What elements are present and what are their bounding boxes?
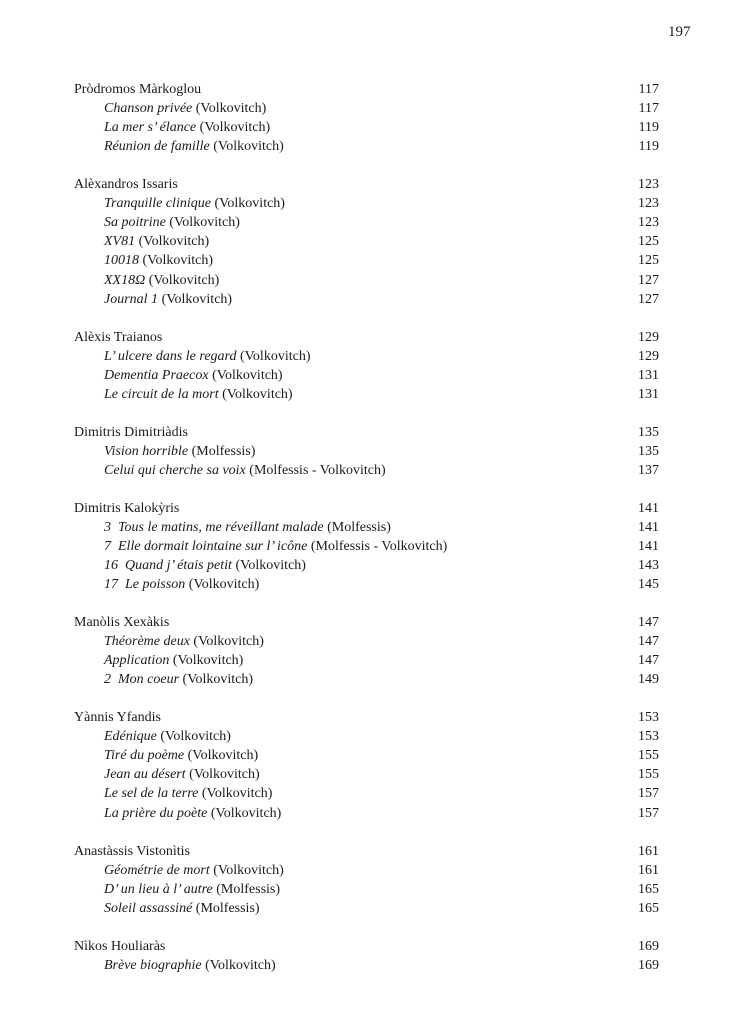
poem-title: Théorème deux [104, 634, 190, 650]
poem-title: Chanson privée [104, 101, 193, 117]
entry-text [104, 956, 276, 975]
poem-title: Quand j’ étais petit [125, 558, 232, 574]
poem-title: L’ ulcere dans le regard [104, 349, 237, 365]
toc-entry-row [0, 347, 742, 366]
entry-page-number: 131 [638, 387, 659, 403]
toc-author-row [0, 423, 742, 442]
poem-title: Le circuit de la mort [104, 387, 219, 403]
translator-credit: (Volkovitch) [212, 368, 283, 384]
translator-credit: (Volkovitch) [213, 863, 284, 879]
poem-title: Soleil assassiné [104, 901, 193, 917]
toc-entry-row [0, 899, 742, 918]
translator-credit: (Volkovitch) [235, 558, 306, 574]
toc-entry-row [0, 956, 742, 975]
toc-entry-row [0, 518, 742, 537]
poem-title: Vision horrible [104, 444, 189, 460]
poem-title: Tranquille clinique [104, 196, 211, 212]
entry-page-number: 161 [638, 863, 659, 879]
author-name: Anastàssis Vistonìtis [74, 844, 190, 859]
translator-credit: (Molfessis) [327, 520, 391, 536]
entry-text [104, 442, 255, 461]
entry-text [104, 861, 284, 880]
translator-credit: (Volkovitch) [138, 234, 210, 250]
entry-page-number: 135 [638, 444, 659, 460]
author-name: Pròdromos Màrkoglou [74, 82, 202, 97]
poem-title: La mer s’ élance [104, 120, 197, 136]
entry-page-number: 123 [638, 215, 659, 231]
poem-title: Brève biographie [104, 958, 202, 974]
entry-text [104, 290, 232, 309]
toc-author-row [0, 842, 742, 861]
toc-entry-row [0, 251, 742, 270]
entry-page-number: 155 [638, 748, 659, 764]
translator-credit: (Volkovitch) [199, 120, 271, 136]
entry-text [104, 899, 260, 918]
author-name: Nìkos Houliaràs [74, 939, 166, 954]
entry-page-number: 137 [638, 463, 659, 479]
toc-entry-row [0, 194, 742, 213]
translator-credit: (Volkovitch) [142, 253, 214, 269]
page-number: 197 [668, 24, 691, 40]
author-name: Dimitris Kalokỳris [74, 501, 180, 516]
entry-text [104, 137, 284, 156]
entry-text [104, 575, 259, 594]
translator-credit: (Molfessis - Volkovitch) [249, 463, 386, 479]
toc-entry-row [0, 537, 742, 556]
poem-title: 10018 [104, 253, 139, 269]
poem-title: XV81 [104, 234, 136, 250]
poem-number: 3 [104, 520, 111, 536]
poem-title: Celui qui cherche sa voix [104, 463, 246, 479]
toc-entry-row [0, 290, 742, 309]
poem-number: 7 [104, 539, 111, 555]
entry-text [104, 746, 258, 765]
poem-number: 2 [104, 672, 111, 688]
author-name: Alèxandros Issaris [74, 177, 178, 192]
entry-page-number: 143 [638, 558, 659, 574]
entry-page-number: 127 [638, 291, 659, 307]
entry-text [104, 194, 285, 213]
author-page-number: 129 [638, 330, 659, 345]
author-page-number: 153 [638, 710, 659, 725]
entry-text [104, 670, 253, 689]
translator-credit: (Volkovitch) [214, 196, 285, 212]
entry-page-number: 141 [638, 539, 659, 555]
entry-page-number: 117 [638, 101, 659, 117]
entry-page-number: 149 [638, 672, 659, 688]
entry-page-number: 155 [638, 767, 659, 783]
translator-credit: (Volkovitch) [148, 272, 220, 288]
translator-credit: (Volkovitch) [239, 349, 311, 365]
entry-page-number: 141 [638, 520, 659, 536]
entry-page-number: 147 [638, 634, 659, 650]
author-page-number: 117 [638, 82, 659, 97]
poem-title: Elle dormait lointaine sur l’ icône [118, 539, 308, 555]
author-page-number: 147 [638, 615, 659, 630]
poem-title: XX18Ω [104, 272, 146, 288]
toc-author-row [0, 80, 742, 99]
poem-title: Edénique [104, 729, 157, 745]
toc-entry-row [0, 271, 742, 290]
translator-credit: (Volkovitch) [195, 101, 267, 117]
entry-text [104, 556, 306, 575]
toc-entry-row [0, 575, 742, 594]
poem-title: Le sel de la terre [104, 786, 199, 802]
entry-text [104, 727, 231, 746]
toc-entry-row [0, 232, 742, 251]
author-page-number: 141 [638, 501, 659, 516]
translator-credit: (Volkovitch) [210, 805, 282, 821]
toc-entry-row [0, 632, 742, 651]
translator-credit: (Volkovitch) [189, 767, 260, 783]
toc-entry-row [0, 746, 742, 765]
toc-entry-row [0, 99, 742, 118]
entry-page-number: 131 [638, 368, 659, 384]
poem-number: 16 [104, 558, 118, 574]
toc-entry-row [0, 213, 742, 232]
translator-credit: (Volkovitch) [187, 748, 259, 764]
entry-page-number: 157 [638, 805, 659, 821]
poem-number: 17 [104, 577, 118, 593]
entry-text [104, 118, 270, 137]
poem-title: Jean au désert [104, 767, 186, 783]
entry-text [104, 99, 266, 118]
toc-author-row [0, 613, 742, 632]
toc-author-row [0, 175, 742, 194]
poem-title: Tous le matins, me réveillant malade [118, 520, 324, 536]
poem-title: Dementia Praecox [104, 368, 209, 384]
translator-credit: (Volkovitch) [222, 387, 293, 403]
entry-text [104, 518, 391, 537]
entry-text [104, 632, 264, 651]
entry-text [104, 537, 447, 556]
entry-page-number: 127 [638, 272, 659, 288]
author-page-number: 135 [638, 425, 659, 440]
entry-text [104, 804, 281, 823]
toc-entry-row [0, 461, 742, 480]
entry-text [104, 271, 219, 290]
translator-credit: (Volkovitch) [169, 215, 240, 231]
entry-page-number: 145 [638, 577, 659, 593]
author-name: Yànnis Yfandis [74, 710, 161, 725]
entry-page-number: 119 [638, 139, 659, 155]
poem-title: Application [104, 653, 170, 669]
translator-credit: (Molfessis) [216, 882, 281, 898]
toc-entry-row [0, 366, 742, 385]
toc-author-row [0, 328, 742, 347]
poem-title: Réunion de famille [104, 139, 210, 155]
entry-page-number: 165 [638, 882, 659, 898]
toc-entry-row [0, 442, 742, 461]
entry-page-number: 129 [638, 349, 659, 365]
toc-author-row [0, 499, 742, 518]
entry-text [104, 461, 386, 480]
entry-text [104, 251, 213, 270]
toc-entry-row [0, 556, 742, 575]
poem-title: Sa poitrine [104, 215, 166, 231]
poem-title: Mon coeur [118, 672, 180, 688]
entry-page-number: 119 [638, 120, 659, 136]
toc-entry-row [0, 861, 742, 880]
poem-title: Le poisson [125, 577, 186, 593]
entry-page-number: 125 [638, 234, 659, 250]
translator-credit: (Molfessis) [195, 901, 260, 917]
translator-credit: (Volkovitch) [193, 634, 264, 650]
toc-entry-row [0, 651, 742, 670]
toc-entry-row [0, 765, 742, 784]
translator-credit: (Volkovitch) [201, 786, 273, 802]
entry-text [104, 784, 272, 803]
poem-title: Tiré du poème [104, 748, 185, 764]
toc-entry-row [0, 670, 742, 689]
author-page-number: 123 [638, 177, 659, 192]
entry-page-number: 169 [638, 958, 659, 974]
toc-entry-row [0, 784, 742, 803]
entry-text [104, 765, 260, 784]
translator-credit: (Volkovitch) [182, 672, 254, 688]
translator-credit: (Molfessis) [191, 444, 256, 460]
entry-text [104, 385, 293, 404]
translator-credit: (Volkovitch) [205, 958, 276, 974]
poem-title: Géométrie de mort [104, 863, 210, 879]
entry-page-number: 157 [638, 786, 659, 802]
entry-text [104, 213, 240, 232]
toc-entry-row [0, 804, 742, 823]
toc-entry-row [0, 118, 742, 137]
author-name: Dimitris Dimitriàdis [74, 425, 188, 440]
translator-credit: (Volkovitch) [160, 729, 231, 745]
entry-text [104, 880, 280, 899]
translator-credit: (Volkovitch) [161, 291, 233, 307]
entry-page-number: 147 [638, 653, 659, 669]
toc-entry-row [0, 727, 742, 746]
entry-text [104, 232, 209, 251]
translator-credit: (Volkovitch) [172, 653, 244, 669]
toc-entry-row [0, 385, 742, 404]
poem-title: D’ un lieu à l’ autre [104, 882, 213, 898]
toc-author-row [0, 937, 742, 956]
entry-text [104, 366, 283, 385]
poem-title: Journal 1 [104, 291, 159, 307]
author-name: Alèxis Traianos [74, 330, 163, 345]
toc-entry-row [0, 137, 742, 156]
entry-page-number: 125 [638, 253, 659, 269]
author-page-number: 169 [638, 939, 659, 954]
translator-credit: (Volkovitch) [213, 139, 284, 155]
poem-title: La prière du poète [104, 805, 208, 821]
author-page-number: 161 [638, 844, 659, 859]
entry-text [104, 651, 243, 670]
entry-page-number: 153 [638, 729, 659, 745]
author-name: Manòlis Xexàkis [74, 615, 170, 630]
toc-entry-row [0, 880, 742, 899]
translator-credit: (Molfessis - Volkovitch) [310, 539, 448, 555]
entry-text [104, 347, 310, 366]
translator-credit: (Volkovitch) [188, 577, 260, 593]
entry-page-number: 165 [638, 901, 659, 917]
toc-author-row [0, 708, 742, 727]
entry-page-number: 123 [638, 196, 659, 212]
